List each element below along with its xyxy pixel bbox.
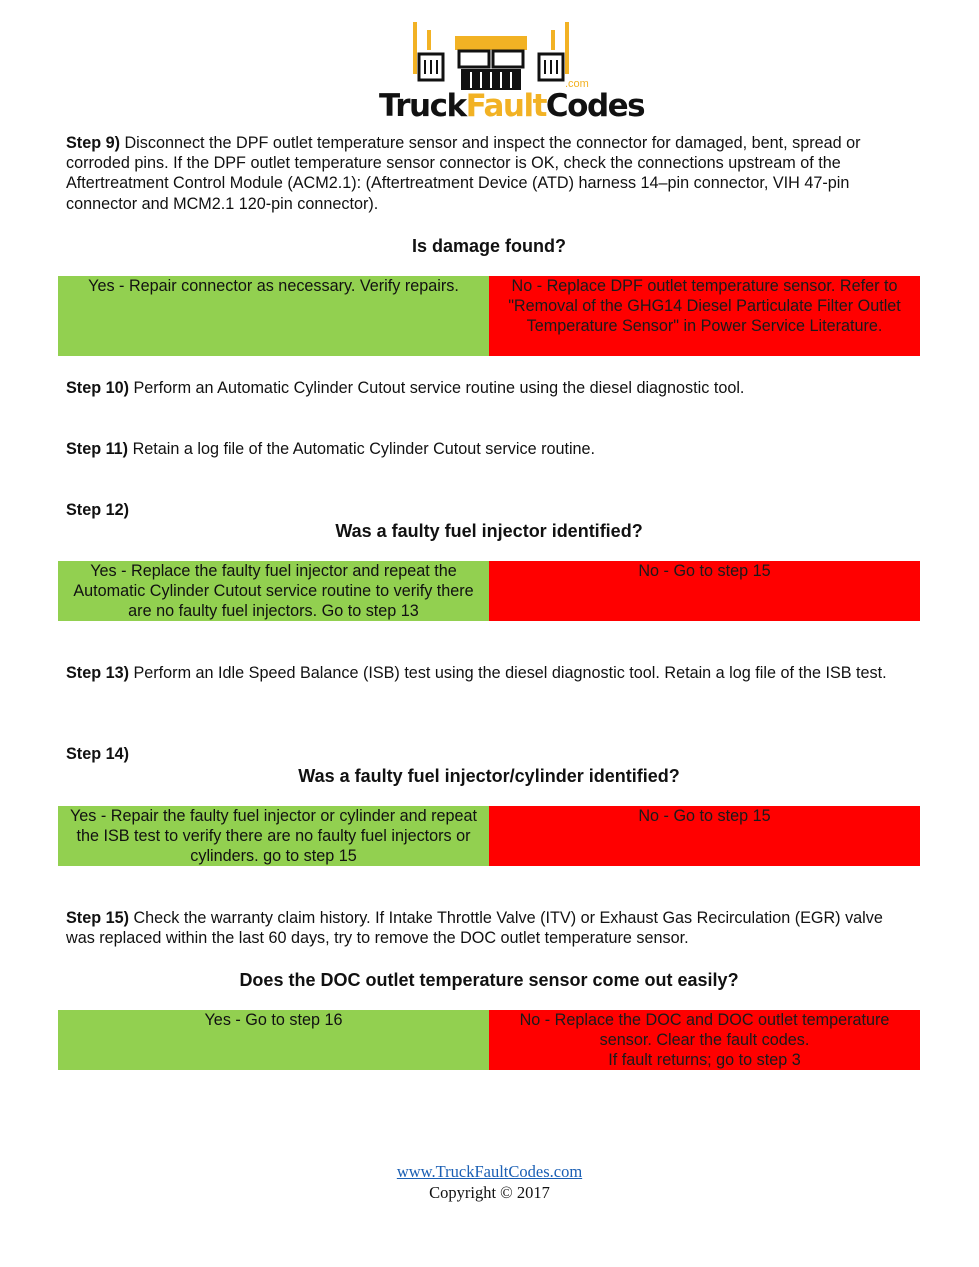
step-13-text: Step 13) Perform an Idle Speed Balance (ISB) test using the diesel diagnostic tool. Retain a log file of the ISB test.	[66, 664, 887, 682]
logo-wordmark: TruckFaultCodes	[379, 88, 645, 124]
footer-website-link[interactable]: www.TruckFaultCodes.com	[396, 1162, 583, 1181]
step-15-no-answer-line-2: If fault returns; go to step 3	[608, 1051, 801, 1070]
semi-truck-icon	[411, 20, 571, 90]
step-12-answers	[58, 561, 920, 621]
step-9-no-answer: No - Replace DPF outlet temperature sensor. Refer to "Removal of the GHG14 Diesel Particulate Filter Outlet Temperature Sensor" in Power Service Literature.	[489, 276, 920, 356]
step-9-question: Is damage found?	[411, 236, 566, 256]
logo-domain-suffix: .com	[565, 78, 589, 90]
step-15-answers	[58, 1010, 920, 1070]
step-12-yes-answer: Yes - Replace the faulty fuel injector and repeat the Automatic Cylinder Cutout service routine to verify there are no faulty fuel injectors. Go to step 13	[58, 561, 489, 621]
footer-copyright: Copyright © 2017	[429, 1183, 550, 1202]
step-12-label: Step 12)	[66, 501, 129, 519]
step-9-answers	[58, 276, 920, 356]
site-logo	[379, 20, 645, 128]
step-14-no-answer: No - Go to step 15	[489, 806, 920, 866]
step-15-question: Does the DOC outlet temperature sensor come out easily?	[239, 970, 739, 990]
footer	[0, 1161, 979, 1203]
step-11-text: Step 11) Retain a log file of the Automatic Cylinder Cutout service routine.	[66, 440, 596, 458]
step-15-yes-answer: Yes - Go to step 16	[58, 1010, 489, 1070]
step-14-answers	[58, 806, 920, 866]
step-14-label: Step 14)	[66, 745, 129, 763]
step-15-no-answer-line-1: No - Replace the DOC and DOC outlet temperature sensor. Clear the fault codes.	[519, 1011, 890, 1050]
step-15-text: Step 15) Check the warranty claim history. If Intake Throttle Valve (ITV) or Exhaust Gas Recirculation (EGR) valve was replaced within the last 60 days, try to remove the DOC outlet temperature sensor.	[66, 909, 883, 948]
step-10-text: Step 10) Perform an Automatic Cylinder Cutout service routine using the diesel diagnostic tool.	[66, 379, 745, 397]
step-14-yes-answer: Yes - Repair the faulty fuel injector or cylinder and repeat the ISB test to verify there are no faulty fuel injectors or cylinders. go to step 15	[58, 806, 489, 866]
step-9-text: Step 9) Disconnect the DPF outlet temperature sensor and inspect the connector for damaged, bent, spread or corroded pins. If the DPF outlet temperature sensor connector is OK, check the connections upstream of the Aftertreatment Control Module (ACM2.1): (Aftertreatment Device (ATD) harness 14–pin connector, VIH 47-pin connector and MCM2.1 120-pin connector).	[66, 134, 861, 213]
step-12-question: Was a faulty fuel injector identified?	[335, 521, 643, 541]
step-15-no-answer	[489, 1010, 920, 1070]
step-9-yes-answer: Yes - Repair connector as necessary. Verify repairs.	[58, 276, 489, 356]
step-14-question: Was a faulty fuel injector/cylinder identified?	[298, 766, 680, 786]
step-12-no-answer: No - Go to step 15	[489, 561, 920, 621]
